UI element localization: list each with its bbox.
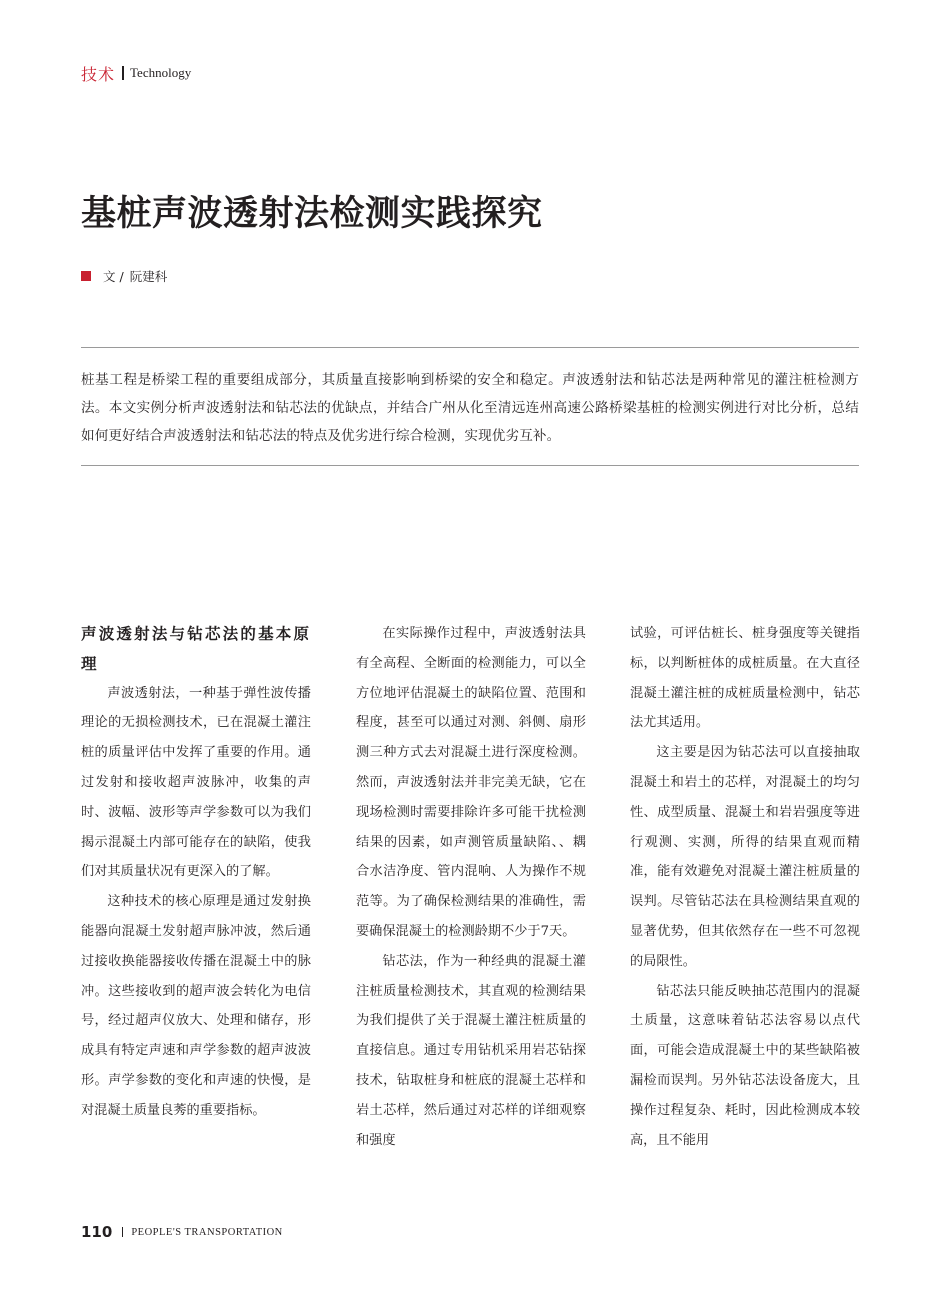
- body-paragraph: 这种技术的核心原理是通过发射换能器向混凝土发射超声脉冲波，然后通过接收换能器接收传播在混凝土中的脉冲。这些接收到的超声波会转化为电信号，经过超声仪放大、处理和储存，形成具有特定声速和声学参数的超声波波形。声学参数的变化和声速的快慢，是对混凝土质量良莠的重要指标。: [81, 894, 311, 1118]
- author-prefix: 文 /: [103, 269, 124, 284]
- author-name: 阮建科: [129, 269, 168, 284]
- author-square-icon: [81, 271, 91, 281]
- page-footer: [81, 1222, 283, 1242]
- body-column-1: [81, 619, 311, 1126]
- body-paragraph: 钻芯法只能反映抽芯范围内的混凝土质量，这意味着钻芯法容易以点代面，可能会造成混凝土中的某些缺陷被漏检而误判。另外钻芯法设备庞大，且操作过程复杂、耗时，因此检测成本较高，且不能用: [630, 983, 860, 1148]
- section-header: [81, 62, 191, 84]
- page-number: 110: [81, 1223, 113, 1241]
- body-paragraph: 钻芯法，作为一种经典的混凝土灌注桩质量检测技术，其直观的检测结果为我们提供了关于混凝土灌注桩质量的直接信息。通过专用钻机采用岩芯钻探技术，钻取桩身和桩底的混凝土芯样和岩土芯样，然后通过对芯样的详细观察和强度: [356, 953, 586, 1148]
- body-paragraph: 试验，可评估桩长、桩身强度等关键指标，以判断桩体的成桩质量。在大直径混凝土灌注桩的成桩质量检测中，钻芯法尤其适用。: [630, 626, 860, 731]
- abstract: 桩基工程是桥梁工程的重要组成部分，其质量直接影响到桥梁的安全和稳定。声波透射法和钻芯法是两种常见的灌注桩检测方法。本文实例分析声波透射法和钻芯法的优缺点，并结合广州从化至清远连州高速公路桥梁基桩的检测实例进行对比分析，总结如何更好结合声波透射法和钻芯法的特点及优劣进行综合检测，实现优劣互补。: [81, 372, 859, 444]
- abstract-bottom-rule: [81, 465, 859, 466]
- abstract-top-rule: [81, 347, 859, 348]
- publication-name: PEOPLE'S TRANSPORTATION: [131, 1226, 283, 1238]
- article-title: 基桩声波透射法检测实践探究: [81, 193, 543, 234]
- body-column-3: [630, 619, 860, 1155]
- body-paragraph: 在实际操作过程中，声波透射法具有全高程、全断面的检测能力，可以全方位地评估混凝土的缺陷位置、范围和程度，甚至可以通过对测、斜侧、扇形测三种方式去对混凝土进行深度检测。然而，声波透射法并非完美无缺，它在现场检测时需要排除许多可能干扰检测结果的因素，如声测管质量缺陷、、耦合水洁净度、管内混响、人为操作不规范等。为了确保检测结果的准确性，需要确保混凝土的检测龄期不少于7天。: [356, 626, 586, 939]
- section-heading: 声波透射法与钻芯法的基本原理: [81, 624, 311, 673]
- header-separator: [122, 66, 124, 80]
- author-line: [81, 266, 167, 286]
- section-label-cn: 技术: [81, 64, 116, 84]
- body-paragraph: 这主要是因为钻芯法可以直接抽取混凝土和岩土的芯样，对混凝土的均匀性、成型质量、混凝土和岩岩强度等进行观测、实测，所得的结果直观而精准，能有效避免对混凝土灌注桩质量的误判。尽管钻芯法在具检测结果直观的显著优势，但其依然存在一些不可忽视的局限性。: [630, 745, 860, 969]
- body-column-2: [356, 619, 586, 1155]
- body-paragraph: 声波透射法，一种基于弹性波传播理论的无损检测技术，已在混凝土灌注桩的质量评估中发挥了重要的作用。通过发射和接收超声波脉冲，收集的声时、波幅、波形等声学参数可以为我们揭示混凝土内部可能存在的缺陷，使我们对其质量状况有更深入的了解。: [81, 685, 311, 880]
- footer-separator: [122, 1227, 123, 1237]
- section-label-en: Technology: [130, 65, 192, 80]
